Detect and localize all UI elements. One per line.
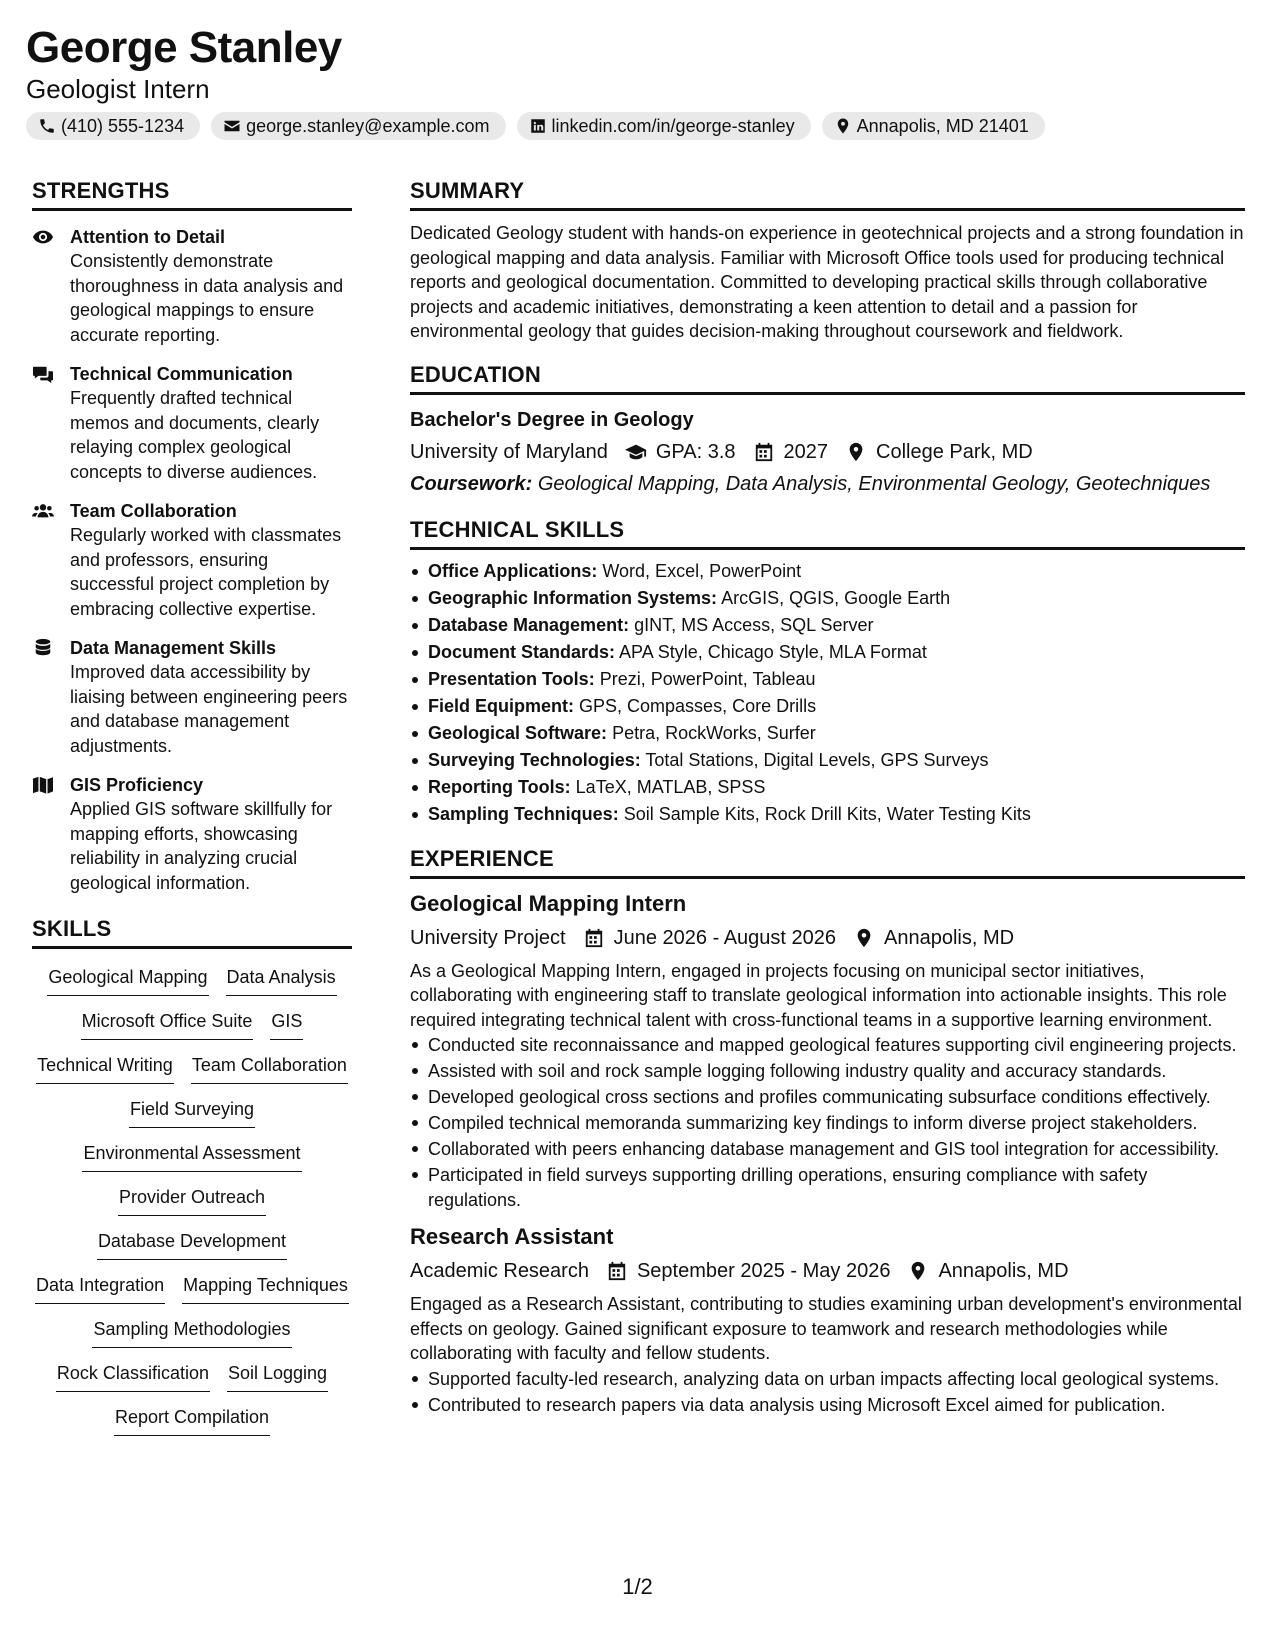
education-meta	[410, 437, 1245, 467]
job-description: Engaged as a Research Assistant, contributing to studies examining urban development's environmental effects on geology. Gained significant exposure to teamwork and research methodologies while collaborating with faculty and fellow students.	[410, 1294, 1242, 1363]
summary-text: Dedicated Geology student with hands-on experience in geotechnical projects and a strong foundation in geological mapping and data analysis. Familiar with Microsoft Office tools used for producing technical reports and geological documentation. Committed to developing practical skills through collaborative projects and academic initiatives, demonstrating a keen attention to detail and a passion for environmental geology that guides decision-making throughout coursework and fieldwork.	[410, 223, 1244, 341]
strengths-heading: STRENGTHS	[32, 178, 352, 211]
skill-tag: Mapping Techniques	[182, 1273, 349, 1304]
strength-item	[32, 362, 352, 484]
job-bullets	[410, 1367, 1245, 1418]
skill-tag: Microsoft Office Suite	[81, 1009, 254, 1040]
school-name: University of Maryland	[410, 440, 608, 463]
job-meta	[410, 1256, 1245, 1286]
skill-tag: Sampling Methodologies	[92, 1317, 291, 1348]
job-entry	[410, 889, 1245, 1213]
skill-tag: Report Compilation	[114, 1405, 270, 1436]
strength-title: Data Management Skills	[70, 638, 277, 658]
job-entry	[410, 1222, 1245, 1417]
summary-heading: SUMMARY	[410, 178, 1245, 211]
list-item: Developed geological cross sections and profiles communicating subsurface conditions effectively.	[410, 1085, 1245, 1110]
calendar-icon	[583, 928, 605, 948]
strengths-list	[32, 225, 352, 895]
strength-item	[32, 499, 352, 621]
strength-desc: Consistently demonstrate thoroughness in data analysis and geological mappings to ensure accurate reporting.	[70, 251, 344, 345]
skill-tag: Database Development	[97, 1229, 287, 1260]
education-heading: EDUCATION	[410, 362, 1245, 395]
coursework-label: Coursework:	[410, 472, 533, 495]
list-item: Contributed to research papers via data analysis using Microsoft Excel aimed for publication.	[410, 1393, 1245, 1418]
phone-text: (410) 555-1234	[61, 115, 185, 136]
right-column	[410, 178, 1245, 1419]
skill-tag: Rock Classification	[56, 1361, 210, 1392]
job-bullets	[410, 1033, 1245, 1212]
eye-icon	[32, 227, 54, 247]
list-item: Participated in field surveys supporting drilling operations, ensuring compliance with safety regulations.	[410, 1163, 1245, 1212]
degree-title: Bachelor's Degree in Geology	[410, 408, 694, 431]
users-icon	[32, 501, 54, 521]
map-icon	[32, 775, 54, 795]
skill-tag: Data Integration	[35, 1273, 165, 1304]
strength-title: Attention to Detail	[70, 227, 225, 247]
coursework-list: Geological Mapping, Data Analysis, Environmental Geology, Geotechniques	[537, 472, 1211, 495]
skill-tag: Team Collaboration	[191, 1053, 348, 1084]
list-item: Geological Software: Petra, RockWorks, Surfer	[410, 720, 1245, 747]
email-contact[interactable]	[211, 112, 505, 140]
comments-icon	[32, 364, 54, 384]
coursework	[410, 469, 1245, 499]
strength-item	[32, 773, 352, 895]
job-title: Geological Mapping Intern	[410, 890, 687, 916]
skill-tag: Soil Logging	[227, 1361, 328, 1392]
strength-desc: Regularly worked with classmates and professors, ensuring successful project completion by embracing collective expertise.	[70, 525, 342, 619]
page-number: 1/2	[622, 1574, 653, 1599]
strength-desc: Applied GIS software skillfully for mapping efforts, showcasing reliability in analyzing crucial geological information.	[70, 799, 333, 893]
skill-tag: GIS	[270, 1009, 303, 1040]
skills-list	[32, 965, 352, 1436]
skill-tag: Technical Writing	[36, 1053, 174, 1084]
graduation-cap-icon	[625, 442, 647, 462]
list-item: Document Standards: APA Style, Chicago Style, MLA Format	[410, 639, 1245, 666]
technical-skills-list	[410, 558, 1245, 828]
skills-heading: SKILLS	[32, 916, 352, 949]
strength-title: Team Collaboration	[70, 501, 237, 521]
linkedin-icon	[529, 117, 547, 135]
job-location: Annapolis, MD	[884, 926, 1015, 949]
list-item: Field Equipment: GPS, Compasses, Core Drills	[410, 693, 1245, 720]
list-item: Presentation Tools: Prezi, PowerPoint, Tableau	[410, 666, 1245, 693]
contact-bar	[26, 112, 1246, 140]
linkedin-text: linkedin.com/in/george-stanley	[551, 115, 795, 136]
email-text: george.stanley@example.com	[246, 115, 490, 136]
location-text: Annapolis, MD 21401	[856, 115, 1029, 136]
technical-skills-heading: TECHNICAL SKILLS	[410, 517, 1245, 550]
candidate-name: George Stanley	[26, 23, 342, 72]
job-description: As a Geological Mapping Intern, engaged in projects focusing on municipal sector initiatives, collaborating with engineering staff to translate geological information into actionable insights. This role required integrating technical talent with cross-functional teams in a supportive learning environment.	[410, 960, 1227, 1030]
job-location: Annapolis, MD	[938, 1260, 1069, 1282]
list-item: Database Management: gINT, MS Access, SQL Server	[410, 612, 1245, 639]
strength-desc: Improved data accessibility by liaising between engineering peers and database management adjustments.	[70, 662, 348, 756]
skill-tag: Field Surveying	[129, 1097, 255, 1128]
map-pin-icon	[845, 442, 867, 462]
job-org: Academic Research	[410, 1260, 589, 1282]
map-pin-icon	[853, 928, 875, 948]
list-item: Office Applications: Word, Excel, PowerPoint	[410, 558, 1245, 585]
left-column	[32, 178, 352, 1436]
school-location: College Park, MD	[876, 440, 1033, 463]
calendar-icon	[753, 442, 775, 462]
skill-tag: Data Analysis	[226, 965, 337, 996]
calendar-icon	[606, 1261, 628, 1281]
gpa-text: GPA: 3.8	[655, 440, 736, 463]
map-pin-icon	[834, 117, 852, 135]
job-dates: June 2026 - August 2026	[613, 926, 837, 949]
list-item: Reporting Tools: LaTeX, MATLAB, SPSS	[410, 774, 1245, 801]
strength-title: Technical Communication	[70, 364, 293, 384]
list-item: Geographic Information Systems: ArcGIS, QGIS, Google Earth	[410, 585, 1245, 612]
list-item: Collaborated with peers enhancing database management and GIS tool integration for accessibility.	[410, 1137, 1245, 1162]
strength-title: GIS Proficiency	[70, 775, 204, 795]
skill-tag: Environmental Assessment	[82, 1141, 301, 1172]
graduation-year: 2027	[783, 440, 829, 463]
job-dates: September 2025 - May 2026	[636, 1260, 891, 1282]
location-contact[interactable]	[822, 112, 1045, 140]
resume-header	[26, 22, 1246, 140]
list-item: Surveying Technologies: Total Stations, Digital Levels, GPS Surveys	[410, 747, 1245, 774]
list-item: Sampling Techniques: Soil Sample Kits, Rock Drill Kits, Water Testing Kits	[410, 801, 1245, 828]
list-item: Conducted site reconnaissance and mapped geological features supporting civil engineering projects.	[410, 1033, 1245, 1058]
envelope-icon	[223, 117, 241, 135]
candidate-title: Geologist Intern	[26, 74, 210, 104]
job-org: University Project	[410, 926, 566, 949]
strength-desc: Frequently drafted technical memos and documents, clearly relaying complex geological concepts to diverse audiences.	[70, 388, 320, 482]
phone-icon	[38, 117, 56, 135]
map-pin-icon	[907, 1261, 929, 1281]
job-meta	[410, 923, 1245, 953]
list-item: Compiled technical memoranda summarizing key findings to inform diverse project stakeholders.	[410, 1111, 1245, 1136]
skill-tag: Geological Mapping	[47, 965, 208, 996]
list-item: Supported faculty-led research, analyzing data on urban impacts affecting local geological systems.	[410, 1367, 1245, 1392]
experience-heading: EXPERIENCE	[410, 846, 1245, 879]
linkedin-contact[interactable]	[517, 112, 811, 140]
strength-item	[32, 225, 352, 347]
strength-item	[32, 636, 352, 758]
skill-tag: Provider Outreach	[118, 1185, 266, 1216]
phone-contact[interactable]	[26, 112, 200, 140]
job-title: Research Assistant	[410, 1224, 614, 1249]
list-item: Assisted with soil and rock sample logging following industry quality and accuracy standards.	[410, 1059, 1245, 1084]
database-icon	[32, 638, 54, 658]
